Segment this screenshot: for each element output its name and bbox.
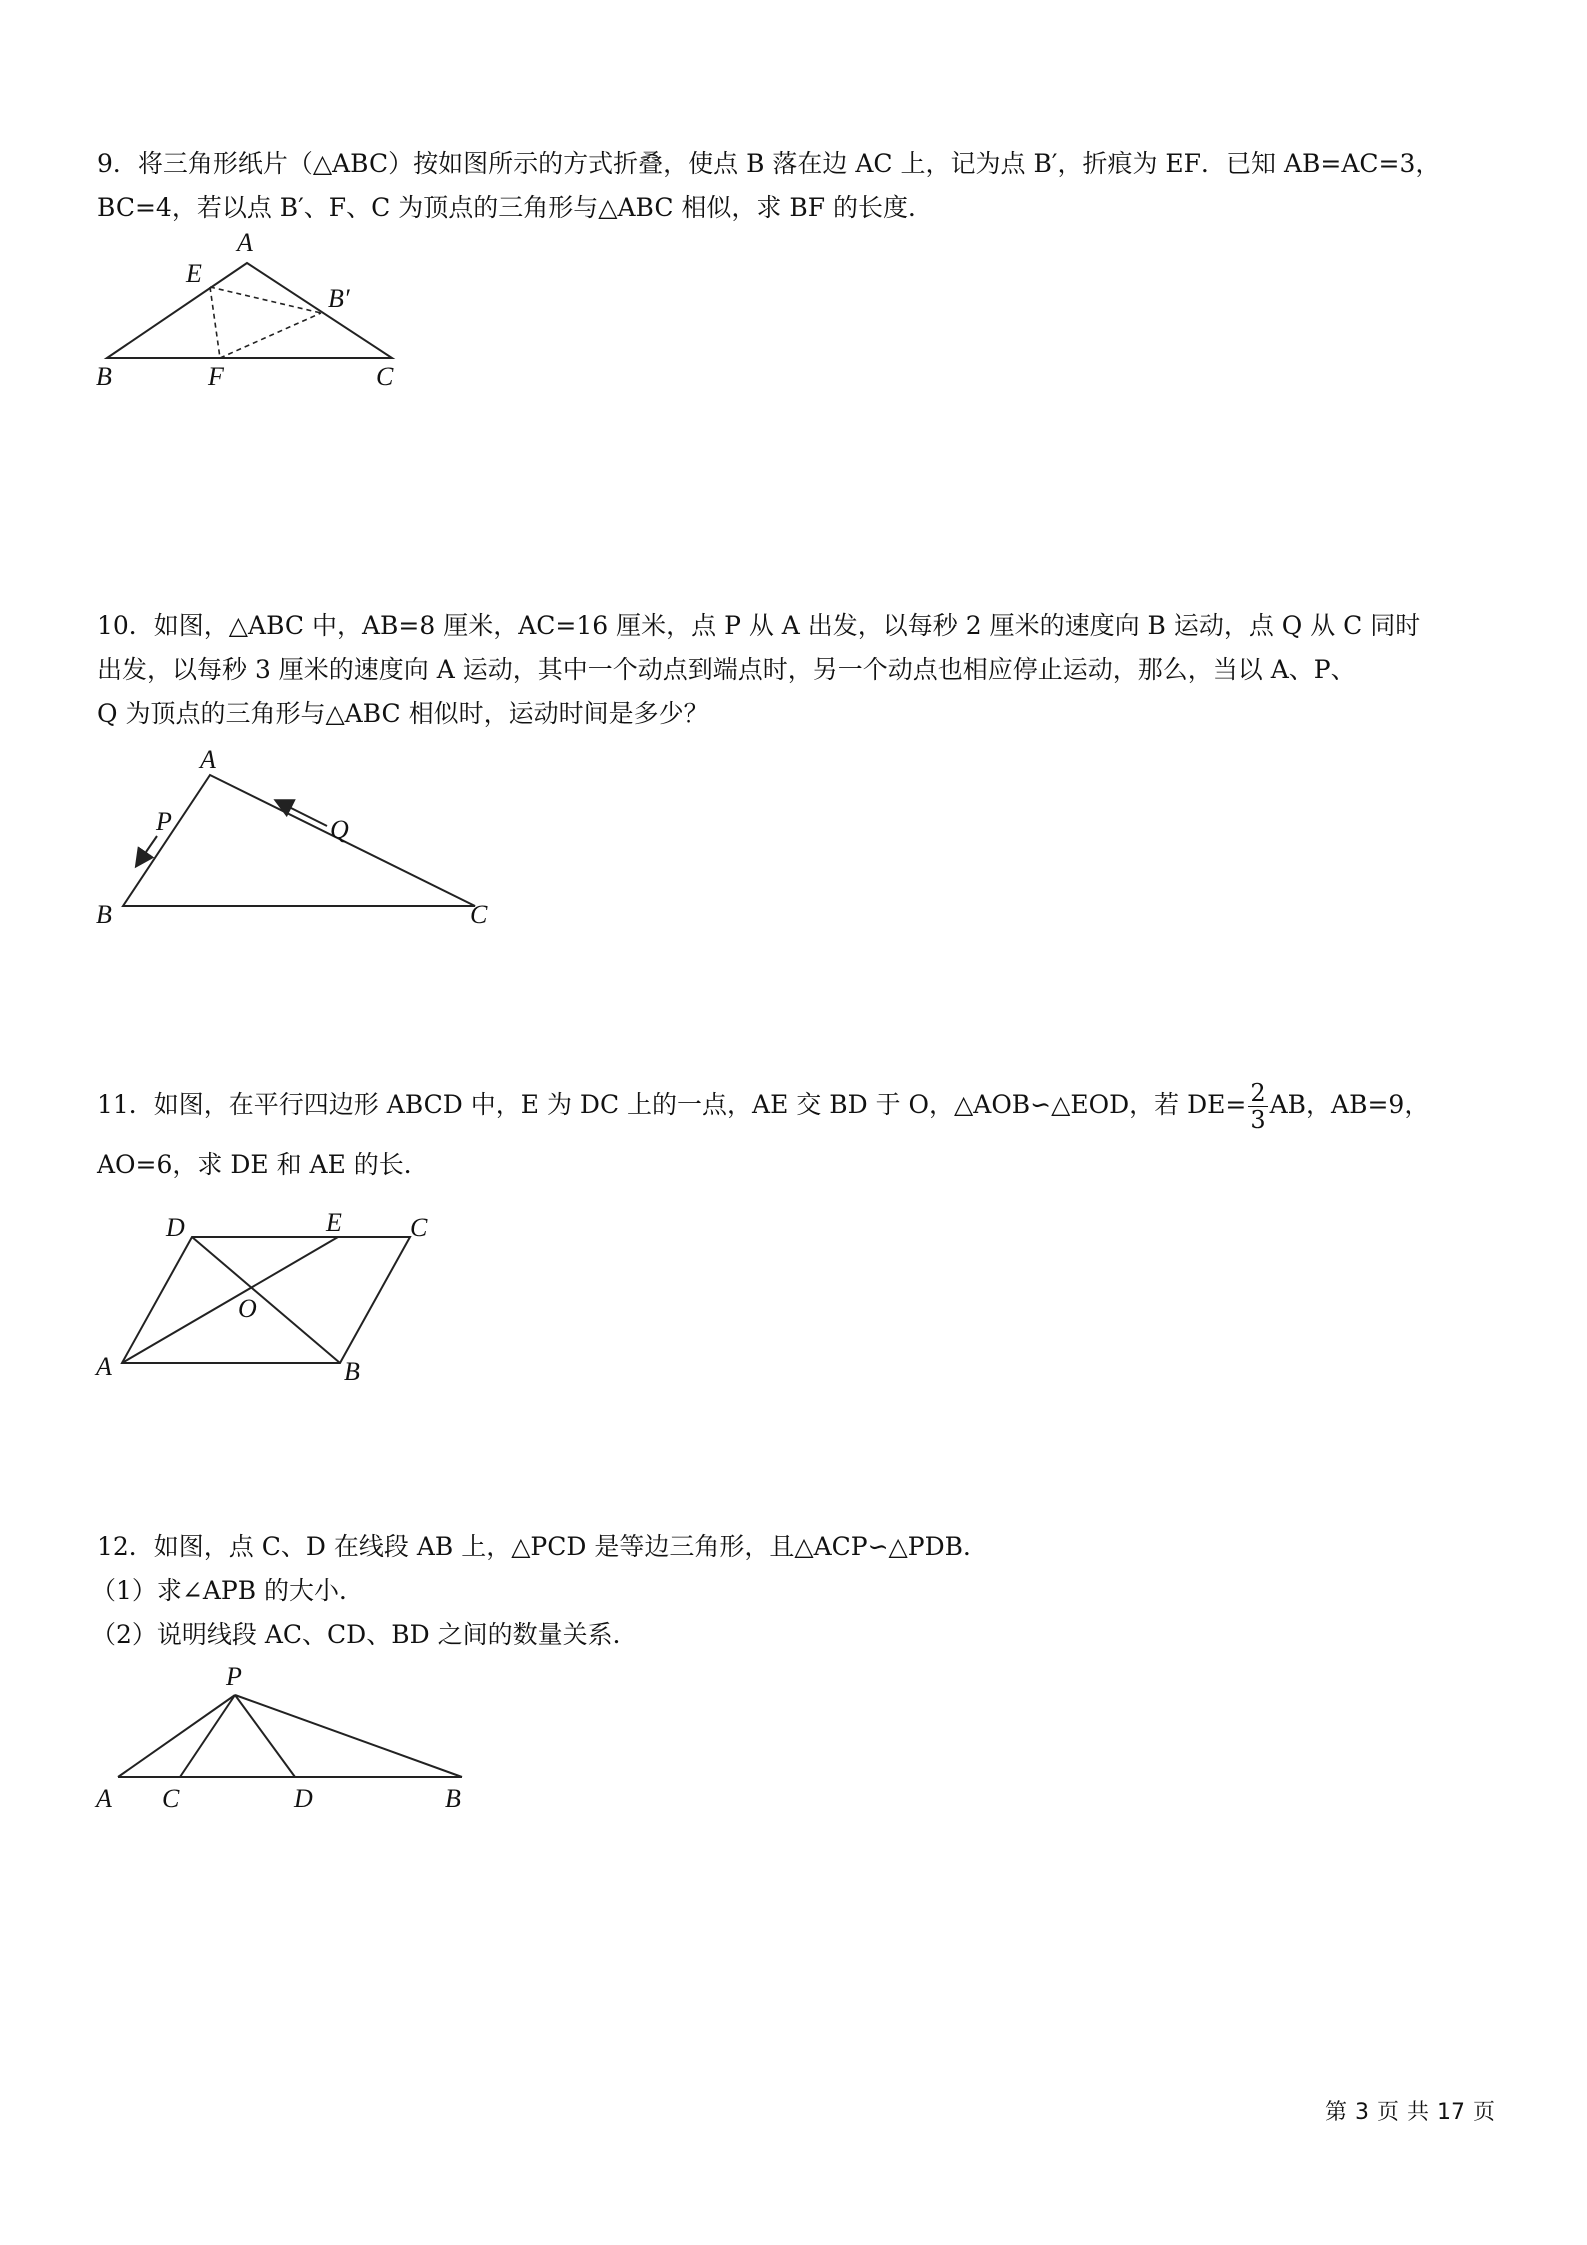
question-10 xyxy=(97,604,1497,736)
label-e: E xyxy=(186,259,202,288)
fraction-denominator: 3 xyxy=(1250,1106,1266,1134)
label-b: B xyxy=(96,362,112,391)
label-e: E xyxy=(326,1208,342,1237)
question-11 xyxy=(97,1080,1497,1187)
label-q: Q xyxy=(330,815,349,844)
segment-pd xyxy=(235,1695,295,1777)
footer-word-ye: 页 xyxy=(1376,2100,1399,2125)
label-p: P xyxy=(156,807,172,836)
label-p: P xyxy=(226,1662,242,1691)
segment-pa xyxy=(118,1695,235,1777)
figure-10 xyxy=(90,740,510,930)
fold-line-ef xyxy=(210,287,220,358)
question-12-part-1: （1）求∠APB 的大小． xyxy=(91,1576,365,1605)
label-d: D xyxy=(294,1784,313,1813)
question-9 xyxy=(97,142,1497,230)
question-9-line-1: 9．将三角形纸片（△ABC）按如图所示的方式折叠，使点 B 落在边 AC 上，记为点 B′，折痕为 EF．已知 AB=AC=3， xyxy=(97,149,1441,178)
label-a: A xyxy=(200,745,216,774)
fold-edge-fb xyxy=(220,313,321,358)
label-c: C xyxy=(410,1213,428,1242)
figure-12 xyxy=(90,1655,490,1815)
label-b: B xyxy=(96,900,112,929)
question-11-text-post: AB，AB=9， xyxy=(1269,1090,1430,1119)
label-a: A xyxy=(237,228,253,257)
label-c: C xyxy=(470,900,488,929)
question-11-line-2: AO=6，求 DE 和 AE 的长． xyxy=(97,1150,429,1179)
total-page-count: 17 xyxy=(1436,2100,1465,2125)
footer-word-di: 第 xyxy=(1324,2100,1347,2125)
question-10-line-3: Q 为顶点的三角形与△ABC 相似时，运动时间是多少？ xyxy=(97,699,709,728)
question-12-part-2: （2）说明线段 AC、CD、BD 之间的数量关系． xyxy=(91,1620,638,1649)
segment-pc xyxy=(180,1695,235,1777)
label-f: F xyxy=(208,362,224,391)
label-b: B xyxy=(445,1784,461,1813)
question-12 xyxy=(91,1525,1497,1657)
question-9-line-2: BC=4，若以点 B′、F、C 为顶点的三角形与△ABC 相似，求 BF 的长度． xyxy=(97,193,934,222)
label-a: A xyxy=(96,1352,112,1381)
label-b-prime: B′ xyxy=(328,284,350,313)
label-d: D xyxy=(166,1213,185,1242)
footer-word-ye-2: 页 xyxy=(1472,2100,1495,2125)
question-11-text-pre: 11．如图，在平行四边形 ABCD 中，E 为 DC 上的一点，AE 交 BD 于 O，△AOB∽△EOD，若 DE= xyxy=(97,1090,1247,1119)
page-footer xyxy=(1321,2095,1499,2126)
segment-pb xyxy=(235,1695,462,1777)
question-10-line-2: 出发，以每秒 3 厘米的速度向 A 运动，其中一个动点到端点时，另一个动点也相应停止运动，那么，当以 A、P、 xyxy=(97,655,1356,684)
label-a: A xyxy=(96,1784,112,1813)
question-11-line-1 xyxy=(97,1080,1497,1133)
label-c: C xyxy=(376,362,394,391)
current-page-number: 3 xyxy=(1354,2100,1369,2125)
question-10-line-1: 10．如图，△ABC 中，AB=8 厘米，AC=16 厘米，点 P 从 A 出发，以每秒 2 厘米的速度向 B 运动，点 Q 从 C 同时 xyxy=(97,611,1421,640)
segment-ae xyxy=(122,1237,338,1363)
fraction xyxy=(1248,1080,1267,1133)
triangle-abc xyxy=(123,775,475,906)
footer-word-gong: 共 xyxy=(1406,2100,1429,2125)
arrow-q xyxy=(277,801,327,826)
label-c: C xyxy=(162,1784,180,1813)
fraction-numerator: 2 xyxy=(1250,1079,1266,1107)
segment-bd xyxy=(192,1237,340,1363)
question-12-line-1: 12．如图，点 C、D 在线段 AB 上，△PCD 是等边三角形，且△ACP∽△PDB． xyxy=(97,1532,989,1561)
figure-9 xyxy=(90,230,420,400)
label-o: O xyxy=(238,1294,257,1323)
figure-11 xyxy=(90,1205,450,1385)
label-b: B xyxy=(344,1357,360,1386)
